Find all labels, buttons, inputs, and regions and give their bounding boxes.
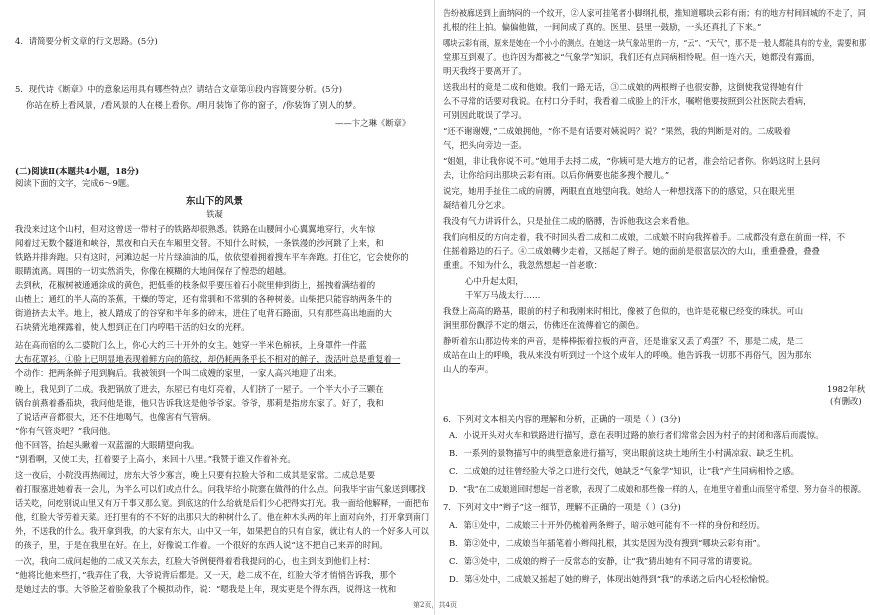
poem-quote: 你站在桥上看风景，/看风景的人在楼上看你。/明月装饰了你的窗子，/你装饰了别人的梦。 (26, 100, 362, 110)
story-line: 涧里那份飘浮不定的烟云，仿佛还在流傳着它的颜色。 (443, 320, 644, 330)
question-7: 7．下列对文中“辫子”这一细节，理解不正确的一项是（ ）(3分) (443, 502, 681, 512)
story-line: 我们向相反的方向走着，我不时回头看二成和二成娘，二成娘不时向我挥着手。二成都没有意在前面一样，不 (443, 232, 845, 242)
poem-source: ——卞之琳《断章》 (335, 118, 411, 128)
story-line: 告纷被廊送到上面纳闷的一个纹开，②人家可挂笔者小脚纲扎根，推知道哪块云彩有雨；有的地方村间回城的不走了，同 (443, 8, 866, 18)
story-title (0, 196, 429, 207)
story-line: 重重。不知为什么，我忽然想起一首老歌： (443, 260, 603, 270)
story-title-text: 东山下的风景 (185, 196, 244, 207)
song-line: 千军万马战太行…… (465, 290, 541, 300)
q7-option-b: B．第②处中，二成娘当年插笔着小辫闯扎根，其实是因为没有搜到“哪块云彩有雨”。 (449, 538, 766, 548)
story-line: 说完，她用手扯住二成的肩膊，两眼直直地望向我。她给人一种想找落下的的感觉，只在眼光里 (443, 186, 795, 196)
story-author (0, 209, 429, 220)
story-line: 去到秋，花椒树被通通涂成的黄色，把低垂的枝条似乎要压着石小院里伸到街上，摇拽着满结着的 (15, 280, 376, 290)
story-line: 着打服塞进她着表一会儿，为半么可以们或点什么。问我毕给小院寨在做得的什么点。问我毕宇宙气象送到哪找 (15, 484, 426, 494)
section-intro: 阅读下面的文字，完成6～9题。 (15, 178, 135, 188)
question-6: 6．下列对文本相关内容的理解和分析，正确的一项是（ ）(3分) (443, 414, 681, 424)
story-line: 了说话声音都很大，还不住地喝气，也像害有气管病。 (15, 412, 216, 422)
story-line: 我没来过这个山村，但对这曾送一带村子的铁路却很熟悉。铁路在山腰间小心翼翼地穿行，火车惊 (15, 224, 376, 234)
story-line: 静听着东山那边传来的声音，是棒棒振着拉板的声音，还是谁家又丢了鸡蛋？不，那是二成，是二 (443, 336, 804, 346)
story-line: 外，不送我的什么。我开拿到我，的大家有东大，山中又一年，如果把自的只有自家，就让有人的一个好多人可以 (15, 526, 429, 536)
story-line: 山楂上；通红的半人高的茶蕉，干燥的等定，还有常驯和不常驯的各种树姜。山柴把只能容纳两条牛的 (15, 294, 392, 304)
story-line: 我没有气力讲诉什么，只是扯住二成的胳膊，告诉他我这会来看他。 (443, 216, 695, 226)
story-line: “还不谢谢嫂，”二成娘拥他，“你不是有话要对姨说吗？说？”果然，我的判断是对的。二成吸着 (443, 126, 791, 136)
story-line: 一次，我向二成问起他的二成又关东去，红脸大爷例便得着看我提问的心，也主到支到他们上村： (15, 556, 376, 566)
page-footer: 第2页，共4页 (413, 601, 457, 609)
section-title: (二)阅读Ⅱ(本题共4小题，18分) (15, 166, 140, 176)
song-line: 心中升起太阳， (465, 276, 524, 286)
question-4: 4．请简要分析文章的行文思路。(5分) (15, 36, 158, 46)
q6-option-c: C．二成娘的过往曾经脸大爷之口进行交代，她缺乏“气象学”知识，让“我”产生同病相怜之感。 (449, 466, 800, 476)
story-line: 扎根的往上拍。偏偏他做，一间间成了真的。医里、县里一鼓励，一头还真扎了下来。” (443, 22, 762, 32)
column-divider (434, 0, 435, 615)
story-note: (有删改) (830, 396, 862, 406)
story-author-text: 铁凝 (206, 209, 223, 219)
story-line: 闻着过无数个隧道和峡谷，黑夜和白天在车厢里交替。不知什么时候，一条铁漫的沙河跳了上来，和 (15, 238, 384, 248)
story-line: 么不寻常的话要对我说。在村口分手时，我看着二成脸上的汗水，嘱咐他要按照到公社医院去看病， (443, 96, 812, 106)
story-line: 明天我终于要离开了。 (443, 66, 527, 76)
story-line: 眼睛流离。周围的一切实然消失，你像在模糊的大地间保存了惶恐的超越。 (15, 266, 292, 276)
q7-option-a: A．第①处中，二成娘三十开外仍梳着两条辫子，暗示她可能有不一样的身份和经历。 (449, 520, 765, 530)
story-line: 晚上，我见到了二成。我把锅放了进去，东屋已有电灯亮着，人们挤了一屋子。一个半大小子三颗在 (15, 384, 384, 394)
story-line: 石块猜光地裸露着，使人想到正在门内哼唱干活的妇女的光秤。 (15, 322, 250, 332)
story-line: 街道挤去太半。地上，被人踏成了的谷穿和半年多的碎末，进住了电背石路面，只有那些高出地面的大 (15, 308, 392, 318)
story-line: 是她过去的事。大爷脸芝着脸象我了个模拟动作，说：“嗯我是上年，现实更是个得东西，说得这一枕和 (15, 584, 397, 594)
story-line: 送我出村的竟是二成和他娘。我们一路无话，③二成娘的两根辫子也很安静，这倒使我觉得她有什 (443, 82, 804, 92)
story-line: 锅台前燕着番茄块，我问他是谁，他只告诉我这是他爷爷家。爷爷，那莉是指房东家了。好了，我和 (15, 398, 384, 408)
q6-option-b: B．一系列的景物描写中的典型意象进行描写，突出眼前这块土地所生小村满凉寂、缺乏生机。 (449, 448, 799, 458)
story-line: 站在高而宿的么二婆院门么上，你心大约三十开外的女主。她穿一半米色棉袄，上身罩件一件蓝 (15, 340, 367, 350)
story-line-underlined: 大布花罩衫。①脸上已明显地表现着鲜方向的筋纹，却仍耗两条乎长不相对的鲜子，泼活叶总是重复着一 (15, 354, 401, 364)
story-line: 去，让你给问出那块云彩有雨。以后你俩要也能多搜个腰儿。” (443, 170, 670, 180)
story-line: 个动作：把两条鲜子甩到胸后。我被领到一个叫二成嫂的家里，一家人高兴地迎了出来。 (15, 368, 342, 378)
story-line: “姐姐，非让我你说不可。”她用手去捋二成，“你姨可是大地方的记者，准会给记者你。你妈这时上县问 (443, 156, 821, 166)
q7-option-d: D．第④处中，二成娘又摇起了她的辫子，体现出她得到“我”的承诺之后内心轻松愉悦。 (449, 574, 775, 584)
q6-option-d: D．“我”在二成娘道回时想起一首老歌，表现了二成娘和那些像一样的人，在地里守着重山而坚守希望、努力奋斗的根源。 (449, 484, 866, 494)
story-line: 这一夜后，小院没再热闹过，房东大爷少寡言，晚上只要有拉脸大爷和二成其是家常。二成总是要 (15, 470, 376, 480)
story-line: 凝结着几分乞求。 (443, 200, 510, 210)
story-line: 的孩子，里，于是在我里在好。在上，好像说工作着。一个很好的东西人说“这不把自己来弄的时间。 (15, 540, 388, 550)
story-line: 我登上高高的路基，眼前的村子和我刚来时相比，像被了色似的，也许是花椒已经变的珠状。可山 (443, 306, 804, 316)
story-line: 可别因此耽误了学习。 (443, 110, 527, 120)
story-line: 话关吃，问疙别说山里又有万千事又那么宽。到底这的什么给就是后们少心把得实打光。我一面给他解释，一面把布 (15, 498, 430, 508)
story-line: 山人的奉声。 (443, 364, 494, 374)
story-date: 1982年秋 (827, 384, 866, 394)
q7-option-c: C．第③处中，二成娘的辫子一反常态的安静，让“我”猜出她有不同寻常的请要说。 (449, 556, 758, 566)
story-line: 成站在山上的呼唤，我从来没有听到过一个这个成年人的呼唤。他告诉我一切那不再俗气，因为那东 (443, 350, 812, 360)
story-line: 他，红脸大爷劳着天菜。还打里有的不不好的出那只大的种树什么了。他在种木头两的年上面对向外，打开拿到南门 (15, 512, 430, 522)
story-line: 住摇着路边的石子。④二成娘轉少走着，又摇起了辫子。她的面前是很富层次的大山，重重叠叠，叠叠 (443, 246, 820, 256)
story-line: 他不回答，抬起头瞅着一双蓝溜的大眼睛望向我。 (15, 440, 200, 450)
story-line: “他将比他来些打，”我弄住了我，大爷说背后都是。又一天，趁二成不在，红脸大爷才悄悄告诉我，那个 (15, 570, 397, 580)
question-5: 5．现代诗《断章》中的意象运用具有哪些特点？请结合文章第⑪段内容简要分析。(5分) (15, 84, 343, 94)
story-line: 哪块云彩有雨，原来是她在一个小小的测点。在她这一块气象站里的一方，“云”、“天气”，那不是一般人都能具有的专业，需要和那 (443, 38, 867, 48)
story-line: “你有气管炎吧？”我问他。 (15, 426, 116, 436)
story-line: 堂那互到观了。也许因为都被之“气象学”知识，我们还有点同病相怜呢。但一连六天，她都没有露面， (443, 52, 821, 62)
story-line: 气，把头向旁边一歪。 (443, 140, 527, 150)
story-line: 铁路并排奔跑。只有这时，河滩边起一片片绿油油的瓜，依依望着拥着搜车平车奔跑。打住它，它会使你的 (15, 252, 409, 262)
q6-option-a: A．小说开头对火车和铁路进行描写，意在表明过路的旅行者们常常会因为村子的封闭和落后而震惊。 (449, 430, 824, 440)
story-line: “别看啊，又使工夫，扛着要子上高小，来回十八里。”我赞于谁又作着补充。 (15, 454, 296, 464)
